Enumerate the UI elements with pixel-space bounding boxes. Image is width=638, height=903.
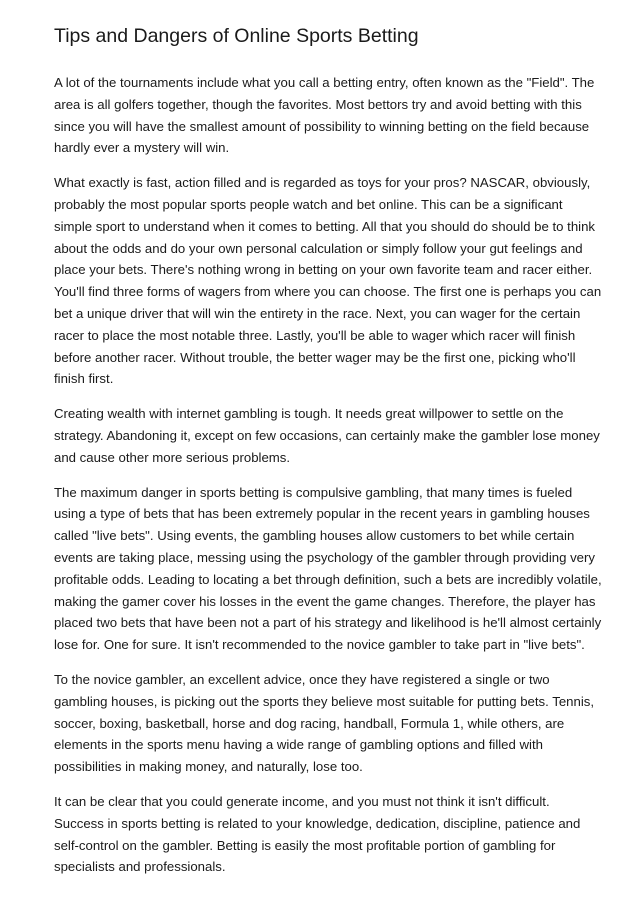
document-page bbox=[54, 22, 602, 891]
paragraph-6: It can be clear that you could generate income, and you must not think it isn't difficult. Success in sports betting is related to your knowledge, dedication, discipline, patience and self-control on the gambler. Betting is easily the most profitable portion of gambling for specialists and professionals. bbox=[54, 793, 581, 875]
document-title: Tips and Dangers of Online Sports Betting bbox=[54, 25, 419, 47]
paragraph-2: What exactly is fast, action filled and is regarded as toys for your pros? NASCAR, obviously, probably the most popular sports people watch and bet online. This can be a significant simple sport to understand when it comes to betting. All that you should do should be to think about the odds and do your own personal calculation or simply follow your gut feelings and place your bets. There's nothing wrong in betting on your own favorite team and racer either. You'll find three forms of wagers from where you can choose. The first one is perhaps you can bet a unique driver that will win the entirety in the race. Next, you can wager for the certain racer to place the most notable three. Lastly, you'll be able to wager which racer will finish before another racer. Without trouble, the better wager may be the first one, picking who'll finish first. bbox=[54, 175, 602, 387]
paragraph-3: Creating wealth with internet gambling is tough. It needs great willpower to settle on the strategy. Abandoning it, except on few occasions, can certainly make the gambler lose money and cause other more serious problems. bbox=[54, 406, 600, 465]
paragraph-5: To the novice gambler, an excellent advice, once they have registered a single or two gambling houses, is picking out the sports they believe most suitable for putting bets. Tennis, soccer, boxing, basketball, horse and dog racing, handball, Formula 1, while others, are elements in the sports menu having a wide range of gambling options and filled with possibilities in making money, and naturally, lose too. bbox=[54, 671, 595, 775]
paragraph-4: The maximum danger in sports betting is compulsive gambling, that many times is fueled using a type of bets that has been extremely popular in the recent years in gambling houses called "live bets". Using events, the gambling houses allow customers to bet while certain events are taking place, messing using the psychology of the gambler through providing very profitable odds. Leading to locating a bet through definition, such a bets are incredibly volatile, making the gamer cover his losses in the event the game changes. Therefore, the player has placed two bets that have been not a part of his strategy and likelihood is he'll almost certainly lose for. One for sure. It isn't recommended to the novice gambler to take part in "live bets". bbox=[54, 484, 602, 653]
paragraph-1: A lot of the tournaments include what you call a betting entry, often known as the "Field". The area is all golfers together, though the favorites. Most bettors try and avoid betting with this since you will have the smallest amount of possibility to winning betting on the field because hardly ever a mystery will win. bbox=[54, 75, 595, 156]
